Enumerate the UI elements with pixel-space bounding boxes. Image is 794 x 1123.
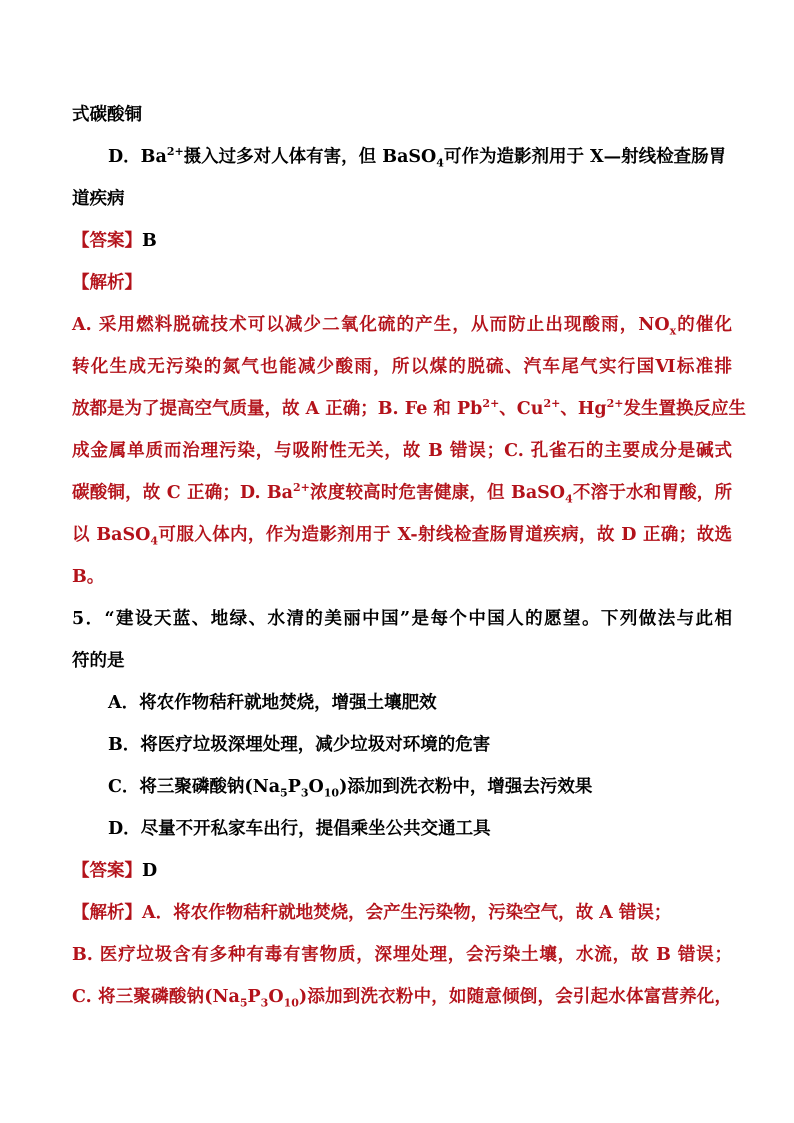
q5-option-c [108,776,768,798]
q5-answer [72,860,732,882]
answer-value: B [142,231,157,251]
text-run: 不溶于水和胃酸，所 [572,483,733,503]
q4-analysis-line7: B。 [72,567,105,587]
subscript: 4 [436,156,444,170]
q5-option-a: A．将农作物秸秆就地焚烧，增强土壤肥效 [108,693,437,713]
prev-option-c-tail: 式碳酸铜 [72,105,142,125]
q4-analysis-line4: 成金属单质而治理污染，与吸附性无关，故 B 错误；C. 孔雀石的主要成分是碱式 [72,441,732,461]
superscript: 2+ [543,397,561,411]
text-run: O [308,777,324,797]
subscript: 3 [260,996,269,1010]
answer-value: D [142,861,158,881]
superscript: 2+ [482,397,500,411]
q4-analysis-line2: 转化生成无污染的氮气也能减少酸雨，所以煤的脱硫、汽车尾气实行国Ⅵ标准排 [72,357,732,377]
subscript: 5 [280,786,288,800]
text-run: 浓度较高时危害健康，但 BaSO [309,483,566,503]
text-run: 碳酸铜，故 C 正确；D. Ba [72,483,293,503]
answer-tag: 【答案】 [72,861,142,881]
text-run: P [247,987,261,1007]
q4-analysis-line5 [72,482,732,504]
q4-answer [72,230,732,252]
text-run: A. 采用燃料脱硫技术可以减少二氧化硫的产生，从而防止出现酸雨，NO [72,315,670,335]
analysis-tag: 【解析】 [72,903,142,923]
text-run: 放都是为了提高空气质量，故 A 正确；B. Fe 和 Pb [72,399,483,419]
prev-option-d-line2: 道疾病 [72,189,125,209]
text-run: 、Hg [560,399,607,419]
text-run: A．将农作物秸秆就地焚烧，会产生污染物，污染空气，故 A 错误； [142,903,672,923]
answer-tag: 【答案】 [72,231,142,251]
text-run: 摄入过多对人体有害，但 BaSO [183,147,437,167]
q5-option-b: B．将医疗垃圾深埋处理，减少垃圾对环境的危害 [108,735,491,755]
text-run: 发生置换反应生 [623,399,746,419]
q4-analysis-line1 [72,314,732,336]
subscript: 5 [239,996,248,1010]
text-run: C．将三聚磷酸钠(Na [108,777,281,797]
superscript: 2+ [166,145,184,159]
q5-stem-line1: 5．“建设天蓝、地绿、水清的美丽中国”是每个中国人的愿望。下列做法与此相 [72,609,732,629]
q5-stem-line2: 符的是 [72,651,125,671]
superscript: 2+ [606,397,624,411]
text-run: 、Cu [499,399,544,419]
subscript: 4 [150,534,159,548]
subscript: 3 [300,786,309,800]
q5-analysis-line3 [72,986,732,1008]
q4-analysis-line6 [72,524,732,546]
text-run: 以 BaSO [72,525,151,545]
text-run: 可服入体内，作为造影剂用于 X-射线检查肠胃道疾病，故 D 正确；故选 [158,525,733,545]
text-run: P [287,777,301,797]
text-run: 的催化 [676,315,732,335]
q5-option-d: D．尽量不开私家车出行，提倡乘坐公共交通工具 [108,819,491,839]
text-run: O [268,987,284,1007]
subscript: 4 [565,492,573,506]
subscript: 10 [283,996,299,1010]
q4-analysis-tag: 【解析】 [72,273,142,293]
q4-analysis-line3 [72,397,746,420]
text-run: )添加到洗衣粉中，增强去污效果 [339,777,593,797]
q5-analysis-line1 [72,902,732,924]
text-run: 可作为造影剂用于 X—射线检查肠胃 [443,147,727,167]
subscript: 10 [323,786,340,800]
subscript: x [669,324,677,338]
text-run: )添加到洗衣粉中，如随意倾倒，会引起水体富营养化， [298,987,733,1007]
prev-option-d-line1 [108,146,768,168]
q5-analysis-line2: B. 医疗垃圾含有多种有毒有害物质，深埋处理，会污染土壤，水流，故 B 错误； [72,945,732,965]
text-run: C. 将三聚磷酸钠(Na [72,987,240,1007]
superscript: 2+ [292,481,310,495]
text-run: D．Ba [108,147,167,167]
